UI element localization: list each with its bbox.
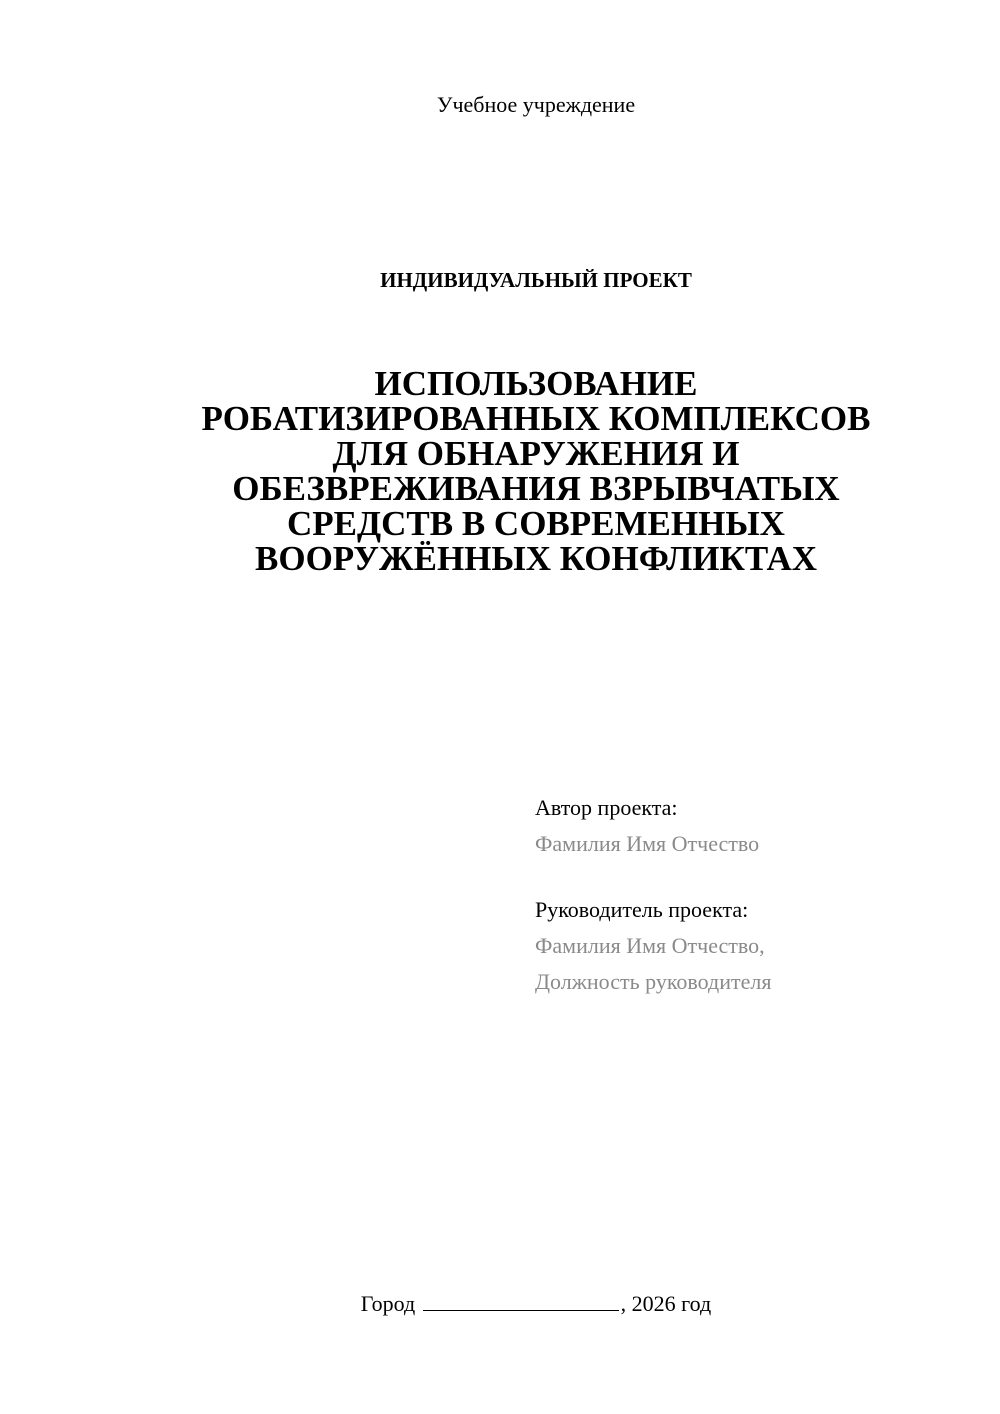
- project-title-line: ОБЕЗВРЕЖИВАНИЯ ВЗРЫВЧАТЫХ: [232, 469, 840, 508]
- credits-block: [535, 790, 975, 1000]
- city-label: Город: [360, 1291, 416, 1316]
- footer-city-year: [0, 1290, 1000, 1317]
- supervisor-name: Фамилия Имя Отчество,: [535, 933, 765, 958]
- document-type: ИНДИВИДУАЛЬНЫЙ ПРОЕКТ: [380, 268, 692, 292]
- project-title-line: ВООРУЖЁННЫХ КОНФЛИКТАХ: [255, 539, 817, 578]
- author-label: Автор проекта:: [535, 795, 678, 820]
- project-title-line: СРЕДСТВ В СОВРЕМЕННЫХ: [287, 504, 785, 543]
- institution-name: Учебное учреждение: [436, 92, 636, 117]
- supervisor-position: Должность руководителя: [535, 969, 772, 994]
- year-text: , 2026 год: [620, 1291, 712, 1316]
- project-title: [100, 366, 972, 576]
- project-title-line: ДЛЯ ОБНАРУЖЕНИЯ И: [332, 434, 740, 473]
- project-title-line: ИСПОЛЬЗОВАНИЕ: [374, 364, 698, 403]
- city-blank-line: [423, 1290, 619, 1311]
- credits-spacer: [535, 862, 975, 892]
- author-name: Фамилия Имя Отчество: [535, 831, 760, 856]
- supervisor-label: Руководитель проекта:: [535, 897, 749, 922]
- project-title-line: РОБАТИЗИРОВАННЫХ КОМПЛЕКСОВ: [201, 399, 871, 438]
